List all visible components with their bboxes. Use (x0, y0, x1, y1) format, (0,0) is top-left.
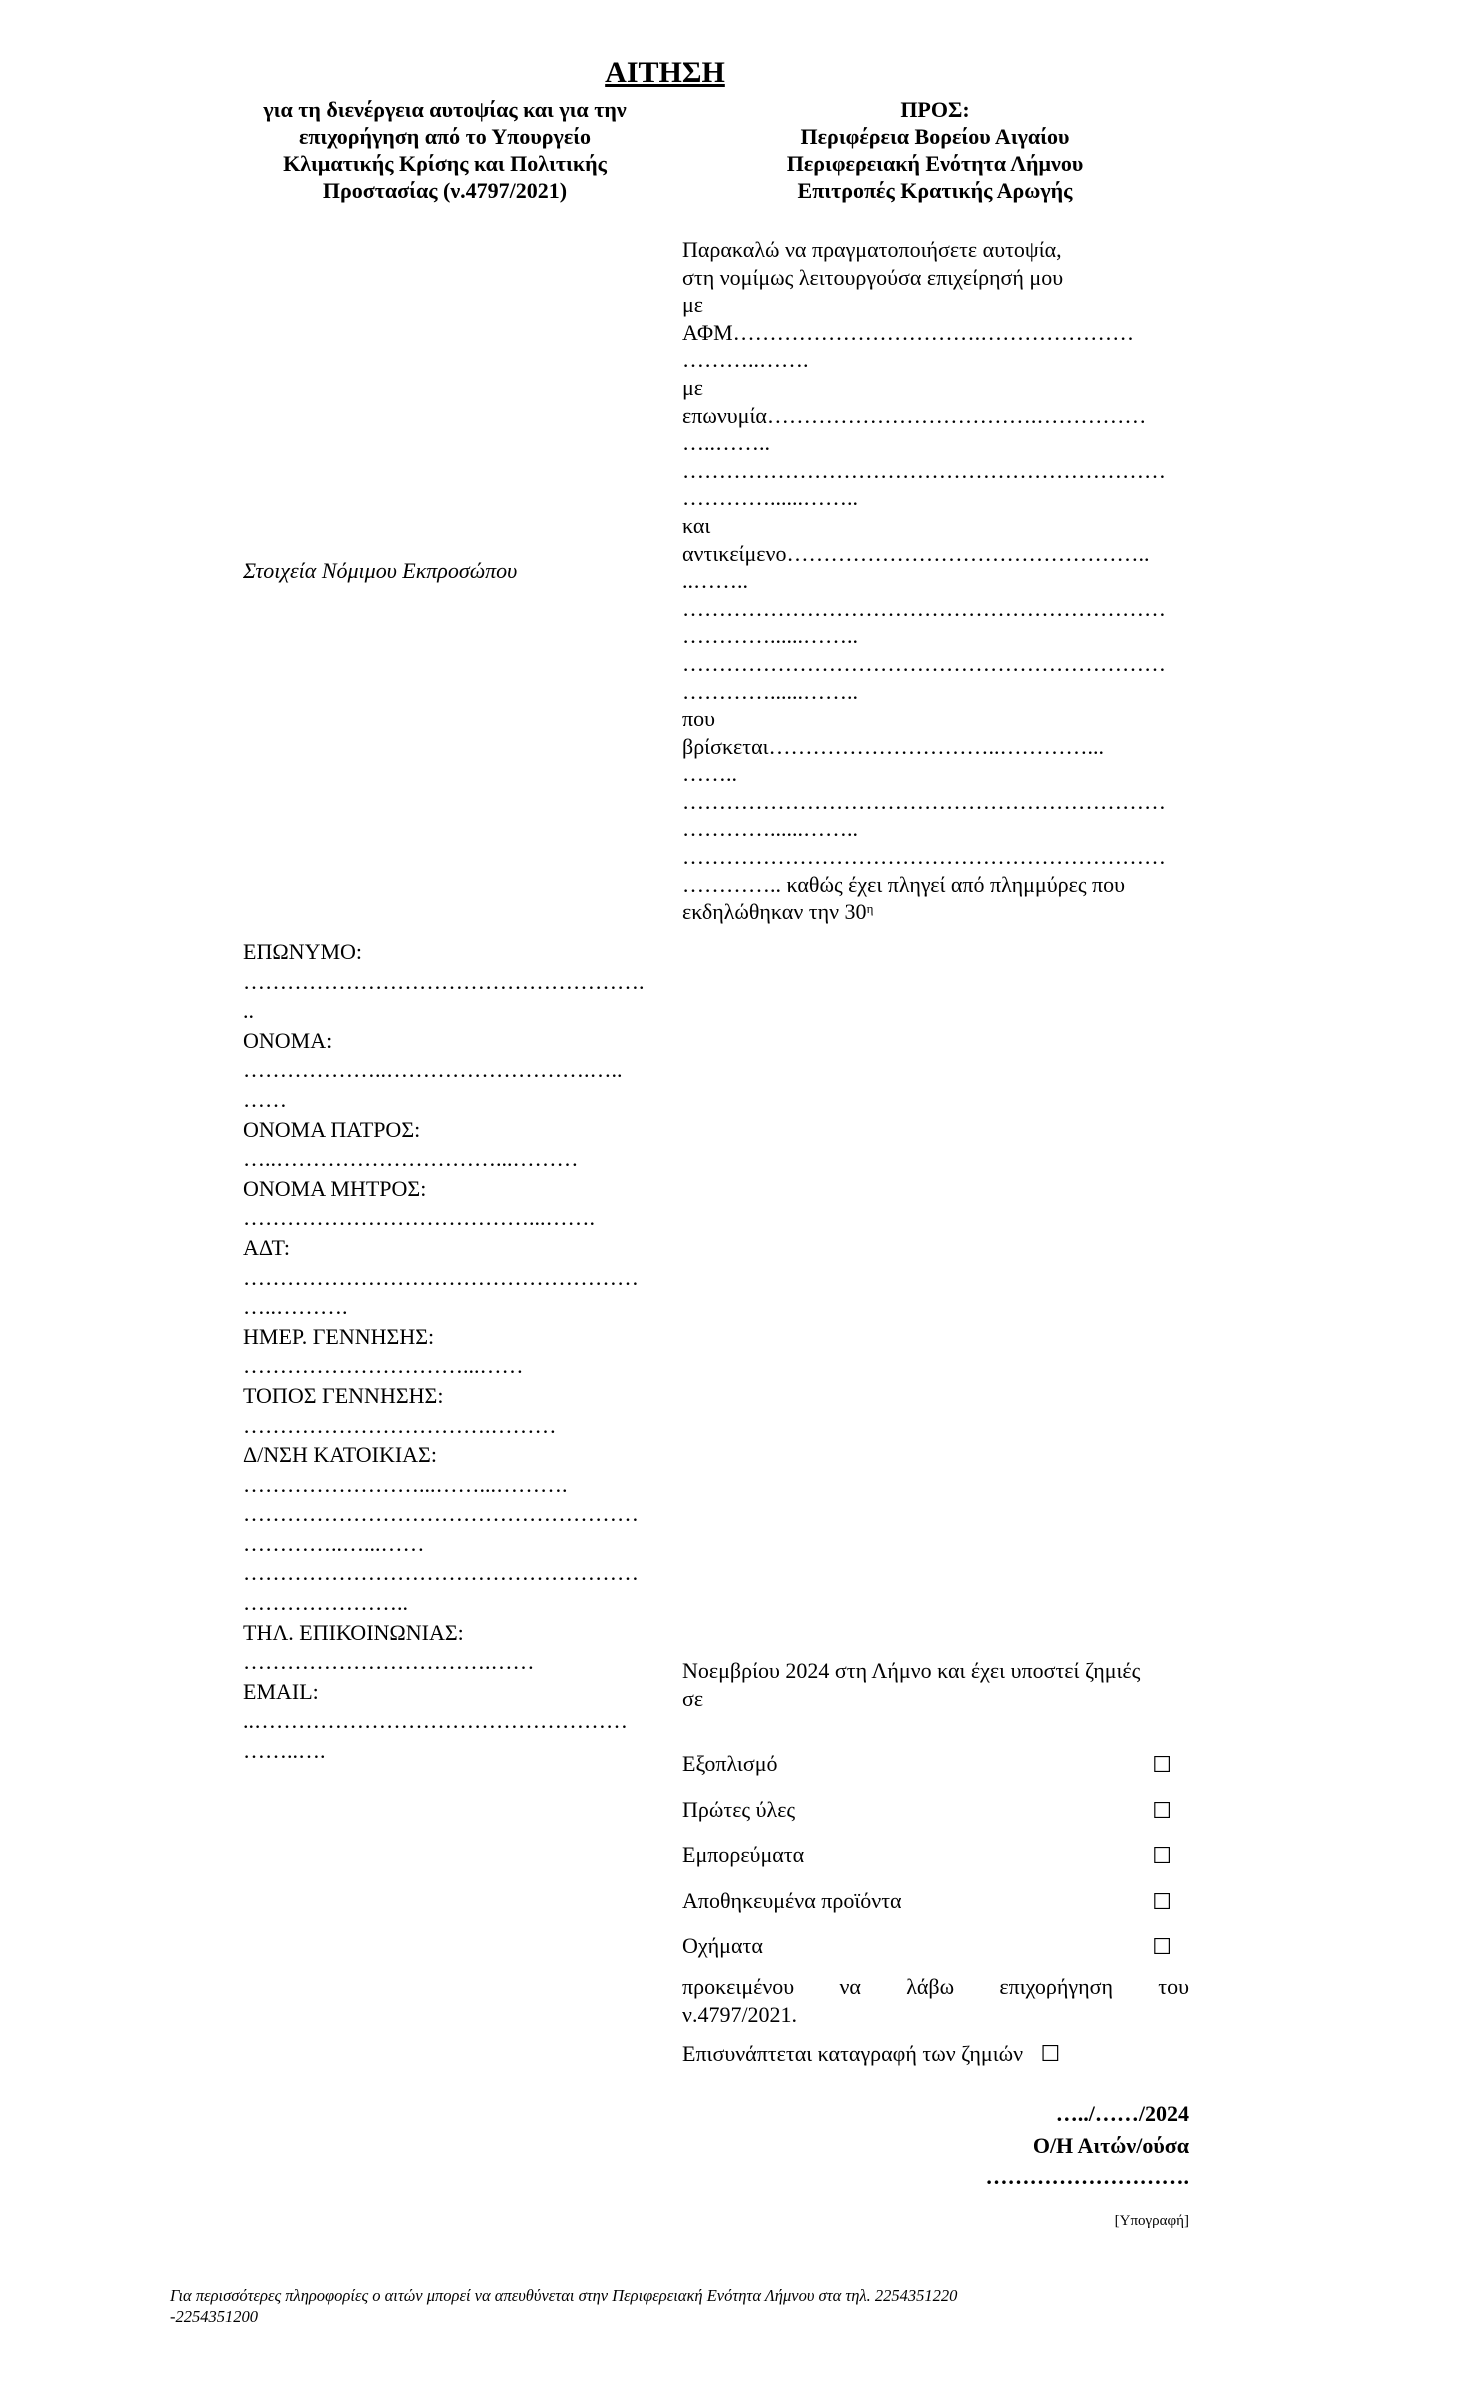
recipient-line: Επιτροπές Κρατικής Αρωγής (797, 178, 1073, 203)
id-card-label: ΑΔΤ: (243, 1234, 290, 1260)
address-field[interactable]: ……………………...……...………. (243, 1471, 568, 1497)
father-name-label: ΟΝΟΜΑ ΠΑΤΡΟΣ: (243, 1116, 421, 1142)
business-name-field-cont[interactable]: …………......…….. (682, 485, 858, 511)
form-title: ΑΙΤΗΣΗ (605, 56, 725, 89)
damage-option-label: Εμπορεύματα (682, 1842, 805, 1867)
business-name-field-cont[interactable]: ………………………………………………………… (682, 457, 1166, 483)
applicant-label: Ο/Η Αιτών/ούσα (1032, 2133, 1189, 2158)
address-field-cont[interactable]: ……………………………………………… (243, 1560, 639, 1586)
id-card-field-cont[interactable]: …..………. (243, 1294, 348, 1320)
business-location-field-cont[interactable]: ………………………………………………………… (682, 844, 1166, 870)
recipient-line: ΠΡΟΣ: (900, 97, 970, 122)
id-card-field[interactable]: ……………………………………………… (243, 1264, 639, 1290)
damage-option-label: Πρώτες ύλες (682, 1797, 796, 1822)
form-subtitle (230, 96, 660, 204)
business-location-field-cont[interactable]: …….. (682, 761, 737, 787)
subtitle-line: Προστασίας (ν.4797/2021) (322, 178, 568, 203)
surname-label: ΕΠΩΝΥΜΟ: (243, 939, 363, 964)
damage-option-vehicles[interactable] (682, 1932, 1172, 1960)
signature-label: [Υπογραφή] (1114, 2213, 1189, 2229)
request-line: Παρακαλώ να πραγματοποιήσετε αυτοψία, (682, 237, 1062, 262)
business-location-field[interactable]: βρίσκεται…………………………..…………... (682, 733, 1105, 759)
address-field-cont[interactable]: ……………………………………………… (243, 1501, 639, 1527)
request-line: στη νομίμως λειτουργούσα επιχείρησή μου (682, 264, 1064, 290)
name-label: ΟΝΟΜΑ: (243, 1027, 333, 1053)
damage-intro-line: σε (682, 1685, 704, 1711)
request-text (682, 236, 1189, 926)
subtitle-line: επιχορήγηση από το Υπουργείο (298, 124, 592, 149)
business-name-field[interactable]: επωνυμία……………………………….…………… (682, 402, 1147, 428)
business-activity-field-cont[interactable]: ………………………………………………………… (682, 650, 1166, 676)
attachment-row[interactable] (682, 2040, 1189, 2069)
request-line: και (682, 512, 711, 538)
grant-purpose (682, 1973, 1189, 2028)
footer-note (170, 2285, 1210, 2327)
address-field-cont[interactable]: …………..…...…… (243, 1530, 425, 1556)
afm-field[interactable]: ΑΦΜ…………………………….………………… (682, 319, 1135, 345)
business-name-field-cont[interactable]: …..…….. (682, 430, 770, 456)
date-field[interactable]: …../……/2024 (1055, 2101, 1189, 2126)
email-field[interactable]: ..…………………………………………… (243, 1708, 628, 1734)
damage-option-label: Εξοπλισμό (682, 1751, 778, 1776)
checkbox-icon[interactable]: ☐ (1152, 1890, 1172, 1915)
request-line: που (682, 706, 715, 732)
footer-line: Για περισσότερες πληροφορίες ο αιτών μπορεί να απευθύνεται στην Περιφερειακή Ενότητα Λήμνου στα τηλ. 2254351220 (170, 2286, 958, 2305)
business-activity-field-cont[interactable]: …………......…….. (682, 678, 858, 704)
request-line: με (682, 374, 704, 400)
checkbox-icon[interactable]: ☐ (1152, 1935, 1172, 1960)
afm-field-cont[interactable]: ………..……. (682, 347, 809, 373)
business-activity-field-cont[interactable]: …………......…….. (682, 623, 858, 649)
representative-label: Στοιχεία Νόμιμου Εκπροσώπου (243, 558, 518, 583)
business-location-field-cont[interactable]: …………......…….. (682, 816, 858, 842)
damage-intro (682, 1657, 1189, 1712)
damage-option-equipment[interactable] (682, 1750, 1172, 1778)
business-location-field-cont[interactable]: ………………………………………………………… (682, 788, 1166, 814)
business-activity-field-cont[interactable]: ..…….. (682, 568, 748, 594)
request-line: με (682, 292, 704, 318)
recipient-block (760, 96, 1110, 204)
phone-field[interactable]: …………………………….…… (243, 1649, 535, 1675)
superscript: η (866, 901, 874, 917)
surname-field-cont[interactable]: .. (243, 998, 254, 1024)
personal-details (243, 937, 683, 1766)
damage-option-goods[interactable] (682, 1841, 1172, 1869)
grant-line: προκειμένου να λάβω επιχορήγηση του (682, 1974, 1189, 1999)
business-activity-field-cont[interactable]: ………………………………………………………… (682, 595, 1166, 621)
email-field-cont[interactable]: ……..…. (243, 1738, 326, 1764)
birth-date-label: ΗΜΕΡ. ΓΕΝΝΗΣΗΣ: (243, 1323, 435, 1349)
subtitle-line: Κλιματικής Κρίσης και Πολιτικής (283, 151, 607, 176)
checkbox-icon[interactable]: ☐ (1152, 1844, 1172, 1869)
mother-name-field[interactable]: …………………………………...……. (243, 1205, 595, 1231)
checkbox-icon[interactable]: ☐ (1152, 1753, 1172, 1778)
damage-option-stored-products[interactable] (682, 1887, 1172, 1915)
footer-line: -2254351200 (170, 2307, 258, 2326)
flood-date-text: εκδηλώθηκαν την 30 (682, 899, 867, 925)
mother-name-label: ΟΝΟΜΑ ΜΗΤΡΟΣ: (243, 1175, 427, 1201)
address-label: Δ/ΝΣΗ ΚΑΤΟΙΚΙΑΣ: (243, 1442, 437, 1468)
business-activity-field[interactable]: αντικείμενο………………………………………….. (682, 540, 1150, 566)
request-line (682, 898, 1189, 926)
damage-intro-line: Νοεμβρίου 2024 στη Λήμνο και έχει υποστεί ζημιές (682, 1658, 1141, 1683)
damage-option-label: Οχήματα (682, 1933, 763, 1958)
email-label: EMAIL: (243, 1678, 319, 1704)
checkbox-icon[interactable]: ☐ (1040, 2042, 1061, 2067)
attachment-label: Επισυνάπτεται καταγραφή των ζημιών (682, 2041, 1024, 2066)
name-field-cont[interactable]: …… (243, 1086, 287, 1112)
recipient-line: Περιφερειακή Ενότητα Λήμνου (786, 151, 1084, 176)
subtitle-line: για τη διενέργεια αυτοψίας και για την (263, 97, 627, 122)
request-line: ………….. καθώς έχει πληγεί από πλημμύρες που (682, 871, 1126, 897)
signature-field[interactable]: ………………………. (985, 2164, 1189, 2189)
damage-option-raw-materials[interactable] (682, 1796, 1172, 1824)
recipient-line: Περιφέρεια Βορείου Αιγαίου (800, 124, 1070, 149)
checkbox-icon[interactable]: ☐ (1152, 1799, 1172, 1824)
name-field[interactable]: ………………..……………………….….. (243, 1057, 623, 1083)
father-name-field[interactable]: …..…………………………...……… (243, 1146, 579, 1172)
birth-place-field[interactable]: …………………………….……… (243, 1412, 557, 1438)
address-field-cont[interactable]: ………………….. (243, 1590, 408, 1616)
birth-date-field[interactable]: …………………………...…… (243, 1353, 524, 1379)
damage-option-label: Αποθηκευμένα προϊόντα (682, 1888, 902, 1913)
grant-line: ν.4797/2021. (682, 2001, 798, 2027)
surname-field[interactable]: ………………………………………………. (243, 968, 645, 994)
birth-place-label: ΤΟΠΟΣ ΓΕΝΝΗΣΗΣ: (243, 1382, 444, 1408)
phone-label: ΤΗΛ. ΕΠΙΚΟΙΝΩΝΙΑΣ: (243, 1619, 464, 1645)
